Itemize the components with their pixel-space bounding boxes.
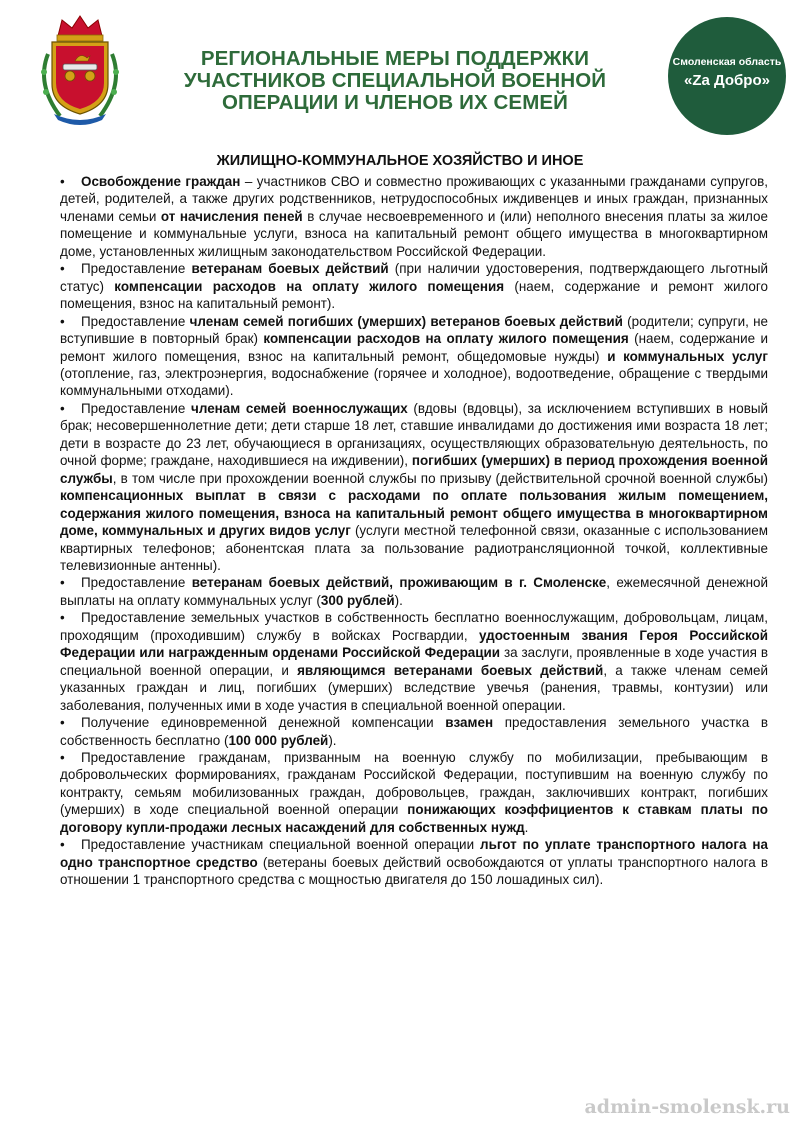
measure-emphasis: 100 000 рублей bbox=[228, 732, 329, 748]
measure-text: , а также членам семей указанных граждан и лиц, погибших (умерших) вследствие увечья (ранения, травмы, контузии) или заболевания, полученных ими в ходе участия в специальной военной операции. bbox=[60, 662, 768, 713]
measure-text: за заслуги, проявленные в ходе участия в специальной военной операции, и bbox=[60, 645, 768, 678]
measure-emphasis: компенсационных выплат в связи с расходами по оплате пользования жилым помещением, содержания жилого помещения, взноса на капитальный ремонт общего имущества в многоквартирном доме, коммунальных и других видов услуг bbox=[60, 488, 768, 539]
measure-emphasis: членам семей погибших (умерших) ветеранов боевых действий bbox=[189, 313, 623, 329]
bullet-icon: • bbox=[60, 261, 65, 277]
measure-item bbox=[60, 400, 768, 575]
title-line: ОПЕРАЦИИ И ЧЛЕНОВ ИХ СЕМЕЙ bbox=[222, 91, 568, 114]
measure-item bbox=[60, 313, 768, 400]
measure-item bbox=[60, 749, 768, 836]
title-line: РЕГИОНАЛЬНЫЕ МЕРЫ ПОДДЕРЖКИ bbox=[200, 47, 590, 70]
measure-text: Предоставление bbox=[81, 313, 190, 329]
measure-text: Предоставление гражданам, призванным на военную службу по мобилизации, пребывающим в добровольческих формированиях, гражданам Российской Федерации, поступившим на военную службу по контракту, семьям мобилизованных граждан, добровольцев, граждан, заключивших контракт, погибших (умерших) в ходе специальной военной операции bbox=[60, 749, 768, 818]
measure-text: Предоставление bbox=[81, 575, 192, 591]
measure-item bbox=[60, 714, 768, 749]
measure-text: Предоставление bbox=[81, 400, 192, 416]
bullet-icon: • bbox=[60, 400, 65, 416]
bullet-icon: • bbox=[60, 610, 65, 626]
header bbox=[0, 0, 800, 140]
measure-text: Получение единовременной денежной компенсации bbox=[81, 715, 446, 731]
measure-text: Предоставление bbox=[81, 261, 192, 277]
measure-emphasis: от начисления пеней bbox=[160, 208, 303, 224]
measure-item bbox=[60, 173, 768, 260]
measure-text: Предоставление земельных участков в собственность бесплатно военнослужащим, добровольцам, лицам, проходящим (проходившим) службу в войсках Росгвардии, bbox=[60, 610, 768, 643]
smolensk-coat-of-arms-icon bbox=[30, 14, 130, 126]
measure-text: , ежемесячной денежной выплаты на оплату коммунальных услуг ( bbox=[60, 575, 768, 608]
measure-emphasis: взамен bbox=[445, 715, 494, 731]
measure-emphasis: ветеранам боевых действий bbox=[191, 261, 389, 277]
support-measures-list bbox=[60, 173, 768, 889]
measure-text: (родители; супруги, не вступившие в повторный брак) bbox=[60, 313, 768, 347]
measure-text: (при наличии удостоверения, подтверждающего льготный статус) bbox=[60, 261, 768, 294]
measure-text: в случае несвоевременного и (или) неполного внесения платы за жилое помещение и коммунальные услуги, взноса на капитальный ремонт общего имущества в многоквартирном доме, установленных жилищным законодательством Российской Федерации. bbox=[60, 208, 768, 259]
measure-emphasis: ветеранам боевых действий, проживающим в г. Смоленске bbox=[191, 575, 607, 591]
bullet-icon: • bbox=[60, 749, 65, 765]
page-title bbox=[165, 48, 625, 114]
measure-text: (наем, содержание и ремонт жилого помещения, взнос на капитальный ремонт, общедомовые нужды) bbox=[60, 331, 768, 364]
measure-emphasis: Освобождение граждан bbox=[81, 174, 241, 189]
za-dobro-badge bbox=[668, 17, 786, 135]
measure-emphasis: понижающих коэффициентов к ставкам платы по договору купли-продажи лесных насаждений для собственных нужд bbox=[60, 802, 769, 835]
badge-region-label: Смоленская область bbox=[672, 56, 782, 68]
measure-text: ). bbox=[394, 592, 403, 608]
measure-emphasis: являющимся ветеранами боевых действий bbox=[297, 662, 604, 678]
title-line: УЧАСТНИКОВ СПЕЦИАЛЬНОЙ ВОЕННОЙ bbox=[183, 69, 607, 92]
measure-item bbox=[60, 574, 768, 609]
measure-emphasis: компенсации расходов на оплату жилого помещения bbox=[114, 278, 505, 294]
measure-text: (услуги местной телефонной связи, оказанные с использованием квартирных телефонов; абонентская плата за пользование радиотрансляционной точкой, коллективные телевизионные антенны). bbox=[60, 523, 768, 573]
measure-text: (вдовы (вдовцы), за исключением вступивших в новый брак; несовершеннолетние дети; дети старше 18 лет, ставшие инвалидами до достижения ими возраста 18 лет; дети в возрасте до 23 лет, обучающиеся в организациях, осуществляющих образовательную деятельность, по очной форме; граждане, находившиеся на иждивении), bbox=[60, 400, 768, 469]
measure-item bbox=[60, 260, 768, 312]
bullet-icon: • bbox=[60, 837, 65, 853]
bullet-icon: • bbox=[60, 715, 65, 731]
badge-slogan: «Zа Добро» bbox=[684, 72, 770, 89]
measure-emphasis: 300 рублей bbox=[320, 592, 395, 608]
measure-emphasis: удостоенным звания Героя Российской Федерации или награжденным орденами Российской Федерации bbox=[60, 627, 768, 661]
measure-text: (ветераны боевых действий освобождаются от уплаты транспортного налога в отношении 1 транспортного средства с мощностью двигателя до 150 лошадиных сил). bbox=[60, 854, 768, 888]
measure-text: , в том числе при прохождении военной службы по призыву (действительной срочной военной службы) bbox=[112, 470, 768, 486]
bullet-icon: • bbox=[60, 313, 65, 329]
measure-text: Предоставление участникам специальной военной операции bbox=[81, 837, 481, 853]
measure-emphasis: и коммунальных услуг bbox=[607, 348, 768, 364]
measure-emphasis: погибших (умерших) в период прохождения военной службы bbox=[60, 453, 768, 486]
measure-text: . bbox=[524, 819, 529, 835]
bullet-icon: • bbox=[60, 575, 65, 591]
footer-site-url: admin-smolensk.ru bbox=[584, 1096, 790, 1118]
measure-emphasis: льгот по уплате транспортного налога на одно транспортное средство bbox=[60, 837, 768, 870]
measure-text: предоставления земельного участка в собственность бесплатно ( bbox=[60, 715, 769, 748]
measure-item bbox=[60, 836, 768, 888]
measure-text: – участников СВО и совместно проживающих с указанными гражданами супругов, детей, родителей, а также других родственников, нетрудоспособных иждивенцев и иных граждан, признанных членами семьи bbox=[60, 174, 768, 224]
measure-text: (наем, содержание и ремонт жилого помещения, взнос на капитальный ремонт). bbox=[60, 278, 768, 312]
section-title: ЖИЛИЩНО-КОММУНАЛЬНОЕ ХОЗЯЙСТВО И ИНОЕ bbox=[216, 153, 584, 169]
bullet-icon: • bbox=[60, 174, 65, 189]
measure-emphasis: членам семей военнослужащих bbox=[191, 400, 408, 416]
measure-text: ). bbox=[328, 732, 337, 748]
measure-emphasis: компенсации расходов на оплату жилого помещения bbox=[263, 331, 629, 347]
measure-item bbox=[60, 609, 768, 714]
measure-text: (отопление, газ, электроэнергия, водоснабжение (горячее и холодное), водоотведение, обращение с твердыми коммунальными отходами). bbox=[60, 365, 768, 399]
